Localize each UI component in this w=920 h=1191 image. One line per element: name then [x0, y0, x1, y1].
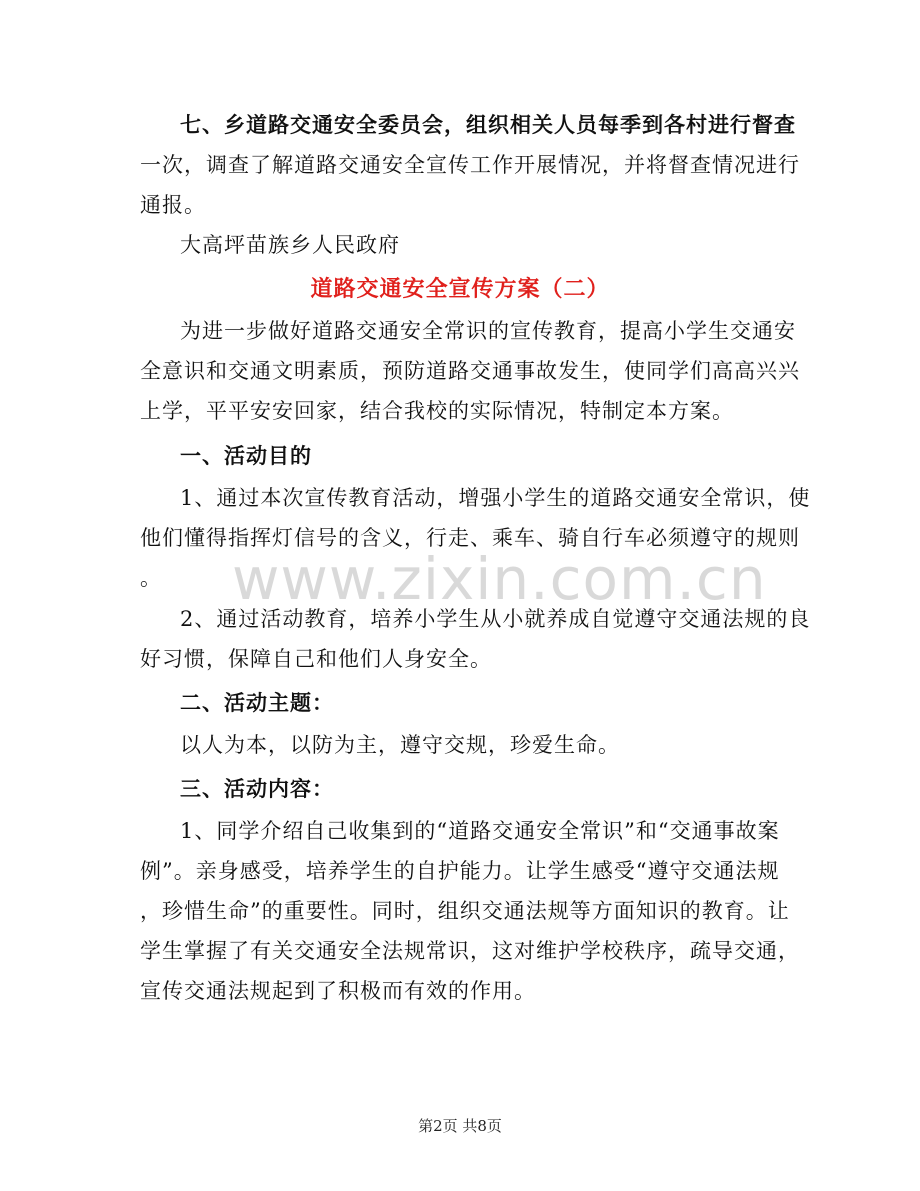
paragraph-line: 好习惯，保障自己和他们人身安全。 — [140, 647, 492, 671]
paragraph-line: ，珍惜生命”的重要性。同时，组织交通法规等方面知识的教育。让 — [140, 899, 790, 923]
paragraph-line: 。 — [140, 566, 162, 590]
section-heading: 一、活动目的 — [180, 443, 312, 468]
paragraph-line: 通报。 — [140, 193, 206, 217]
paragraph-line: 1、同学介绍自己收集到的“道路交通安全常识”和“交通事故案 — [180, 819, 780, 843]
paragraph-line: 学生掌握了有关交通安全法规常识，这对维护学校秩序，疏导交通， — [140, 939, 800, 963]
paragraph-line: 一次，调查了解道路交通安全宣传工作开展情况，并将督查情况进行 — [140, 153, 800, 177]
page-footer: 第2页 共8页 — [418, 1117, 502, 1135]
section-heading: 二、活动主题： — [180, 690, 334, 715]
paragraph-line: 宣传交通法规起到了积极而有效的作用。 — [140, 979, 536, 1003]
paragraph-line: 以人为本，以防为主，遵守交规，珍爱生命。 — [180, 733, 620, 757]
watermark: www.zixin.com.cn — [232, 545, 767, 613]
paragraph-line: 例”。亲身感受，培养学生的自护能力。让学生感受“遵守交通法规 — [140, 859, 780, 883]
paragraph-line: 2、通过活动教育，培养小学生从小就养成自觉遵守交通法规的良 — [180, 607, 811, 631]
signature-line: 大高坪苗族乡人民政府 — [180, 233, 400, 257]
paragraph-line: 全意识和交通文明素质，预防道路交通事故发生，使同学们高高兴兴 — [140, 359, 800, 383]
paragraph-line: 为进一步做好道路交通安全常识的宣传教育，提高小学生交通安 — [180, 319, 796, 343]
paragraph-line: 上学，平平安安回家，结合我校的实际情况，特制定本方案。 — [140, 399, 734, 423]
paragraph-line: 七、乡道路交通安全委员会，组织相关人员每季到各村进行督查 — [180, 112, 796, 137]
paragraph-line: 1、通过本次宣传教育活动，增强小学生的道路交通安全常识，使 — [180, 486, 811, 510]
document-title: 道路交通安全宣传方案（二） — [310, 276, 610, 302]
section-heading: 三、活动内容： — [180, 776, 334, 801]
paragraph-line: 他们懂得指挥灯信号的含义，行走、乘车、骑自行车必须遵守的规则 — [140, 526, 800, 550]
